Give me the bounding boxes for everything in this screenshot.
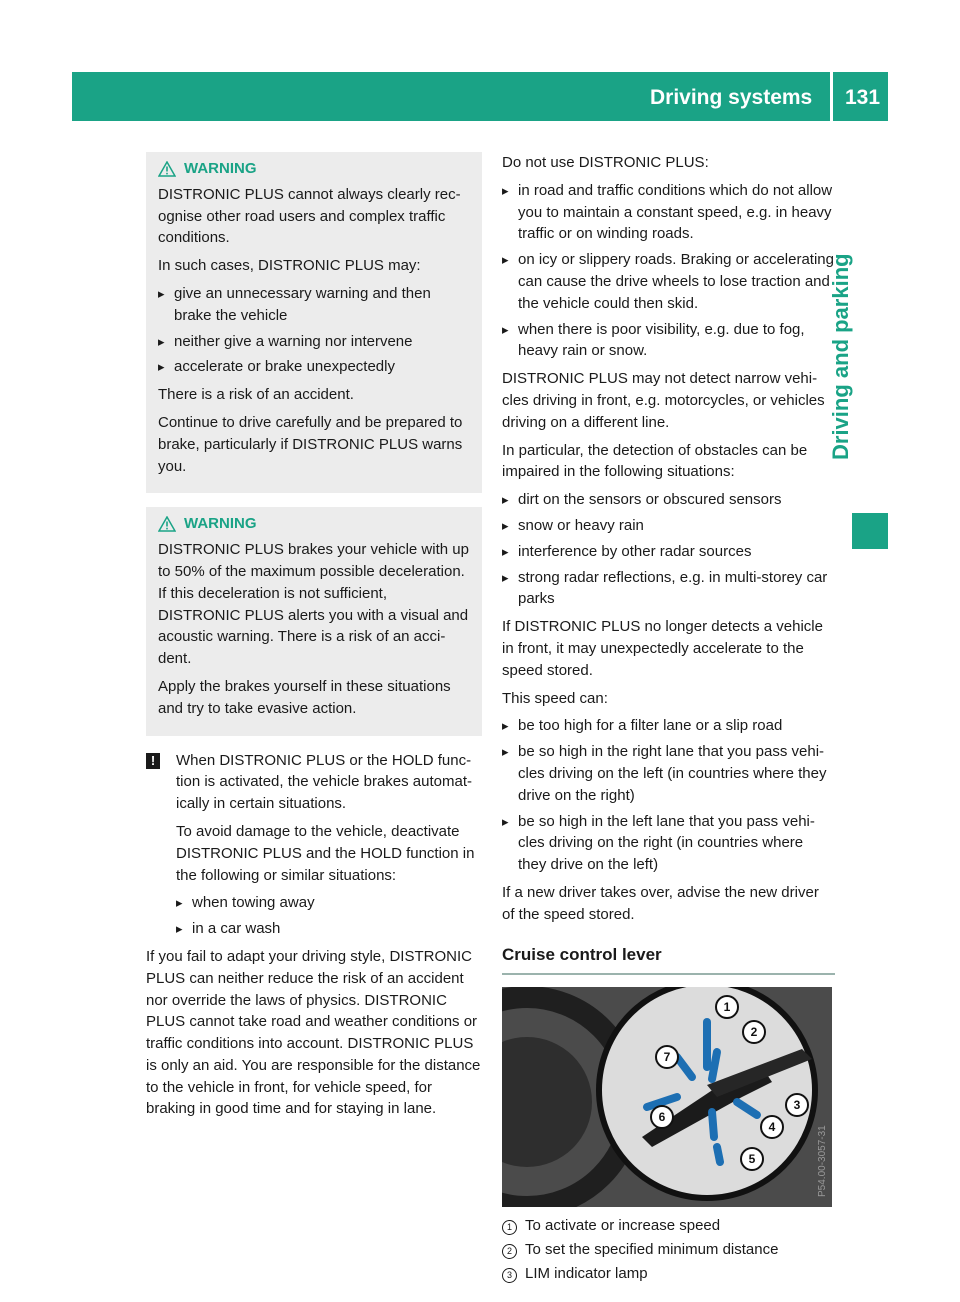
side-tab-marker	[852, 513, 888, 549]
paragraph: DISTRONIC PLUS cannot always clearly recognise other road users and complex traffic conditions.	[158, 185, 461, 247]
list-item: ▸ when towing away	[176, 892, 482, 914]
legend-number: 3	[502, 1268, 517, 1283]
list-item: ▸ accelerate or brake unexpectedly	[158, 356, 470, 378]
list-item: ▸ interference by other radar sources	[502, 541, 835, 563]
list-item: ▸ in a car wash	[176, 918, 482, 940]
legend-number: 1	[502, 1220, 517, 1235]
list-item: ▸ when there is poor visibility, e.g. due to fog, heavy rain or snow.	[502, 319, 835, 363]
page-section-title: Driving systems	[650, 86, 813, 109]
figure-code: P54.00-3057-31	[817, 1125, 828, 1198]
page-number: 131	[845, 86, 881, 109]
paragraph: In particular, the detection of obstacles can be impaired in the following situations:	[502, 441, 808, 481]
paragraph: DISTRONIC PLUS may not detect narrow vehicles driving in front, e.g. motorcycles, or vehicles driving on a different line.	[502, 370, 825, 431]
list-item: ▸ be so high in the left lane that you pass vehicles driving on the right (in countries where they drive on the left)	[502, 811, 835, 876]
cruise-control-illustration	[502, 987, 832, 1207]
bullet-list	[158, 283, 470, 378]
section-heading: Cruise control lever	[502, 944, 835, 976]
list-item: ▸ in road and traffic conditions which do not allow you to maintain a constant speed, e.g. in heavy traffic or on winding roads.	[502, 180, 835, 245]
list-item: ▸ give an unnecessary warning and then brake the vehicle	[158, 283, 470, 327]
list-item: ▸ dirt on the sensors or obscured sensors	[502, 489, 835, 511]
bullet-list	[502, 715, 835, 876]
paragraph: This speed can:	[502, 689, 608, 707]
warning-box-1	[146, 152, 482, 493]
paragraph: DISTRONIC PLUS brakes your vehicle with up to 50% of the maximum possible deceleration. If this deceleration is not sufficient, DISTRONIC PLUS alerts you with a visual and acoustic warning. There is a risk of an accident.	[158, 541, 469, 668]
paragraph: Continue to drive carefully and be prepared to brake, particularly if DISTRONIC PLUS warns you.	[158, 413, 463, 475]
exclamation-icon: !	[146, 753, 160, 769]
paragraph: In such cases, DISTRONIC PLUS may:	[158, 257, 421, 275]
legend-item	[502, 1263, 835, 1285]
bullet-list	[176, 892, 482, 940]
legend-item	[502, 1239, 835, 1261]
callout-label: 3	[793, 1098, 801, 1113]
list-item: ▸ on icy or slippery roads. Braking or accelerating can cause the drive wheels to lose traction and the vehicle could then skid.	[502, 249, 835, 314]
legend-number: 2	[502, 1244, 517, 1259]
paragraph: Do not use DISTRONIC PLUS:	[502, 154, 709, 171]
paragraph: If a new driver takes over, advise the new driver of the speed stored.	[502, 883, 819, 923]
paragraph: When DISTRONIC PLUS or the HOLD function is activated, the vehicle brakes automatically in certain situations.	[176, 751, 472, 813]
warning-heading-text: WARNING	[184, 160, 257, 177]
list-item: ▸ snow or heavy rain	[502, 515, 835, 537]
paragraph: There is a risk of an accident.	[158, 386, 354, 404]
bullet-list	[502, 489, 835, 610]
warning-box-2	[146, 507, 482, 735]
paragraph: If you fail to adapt your driving style, DISTRONIC PLUS can neither reduce the risk of an accident nor override the laws of physics. DISTRONIC PLUS cannot take road and weather conditions or traffic conditions into account. DISTRONIC PLUS is only an aid. You are responsible for the distance to the vehicle in front, for vehicle speed, for braking in good time and for staying in lane.	[146, 947, 481, 1118]
legend-text: LIM indicator lamp	[525, 1264, 648, 1282]
warning-triangle-icon	[158, 516, 176, 532]
warning-heading-text: WARNING	[184, 515, 257, 533]
legend-text: To activate or increase speed	[525, 1217, 721, 1235]
paragraph: If DISTRONIC PLUS no longer detects a vehicle in front, it may unexpectedly accelerate to the speed stored.	[502, 618, 823, 679]
callout-label: 7	[663, 1050, 671, 1065]
list-item: ▸ be so high in the right lane that you pass vehicles driving on the left (in countries where they drive on the right)	[502, 741, 835, 806]
paragraph: To avoid damage to the vehicle, deactivate DISTRONIC PLUS and the HOLD function in the following or similar situations:	[176, 822, 475, 884]
list-item: ▸ strong radar reflections, e.g. in multi-storey car parks	[502, 567, 835, 611]
callout-label: 5	[748, 1152, 756, 1167]
callout-label: 6	[658, 1110, 666, 1125]
legend-item	[502, 1215, 835, 1237]
left-column	[146, 152, 482, 1126]
right-column	[502, 152, 835, 1287]
list-item: ▸ neither give a warning nor intervene	[158, 331, 470, 353]
warning-heading	[158, 513, 470, 535]
warning-heading	[158, 158, 470, 180]
warning-triangle-icon	[158, 161, 176, 177]
callout-label: 2	[750, 1025, 758, 1040]
callout-label: 4	[768, 1120, 776, 1135]
figure-legend	[502, 1215, 835, 1284]
legend-text: To set the specified minimum distance	[525, 1241, 779, 1259]
side-tab-label: Driving and parking	[828, 253, 853, 460]
notice-block	[146, 750, 482, 940]
bullet-list	[502, 180, 835, 362]
header-divider	[830, 72, 833, 121]
list-item: ▸ be too high for a filter lane or a slip road	[502, 715, 835, 737]
callout-label: 1	[723, 1000, 731, 1015]
paragraph: Apply the brakes yourself in these situations and try to take evasive action.	[158, 677, 451, 717]
cruise-control-lever-figure	[502, 987, 832, 1207]
